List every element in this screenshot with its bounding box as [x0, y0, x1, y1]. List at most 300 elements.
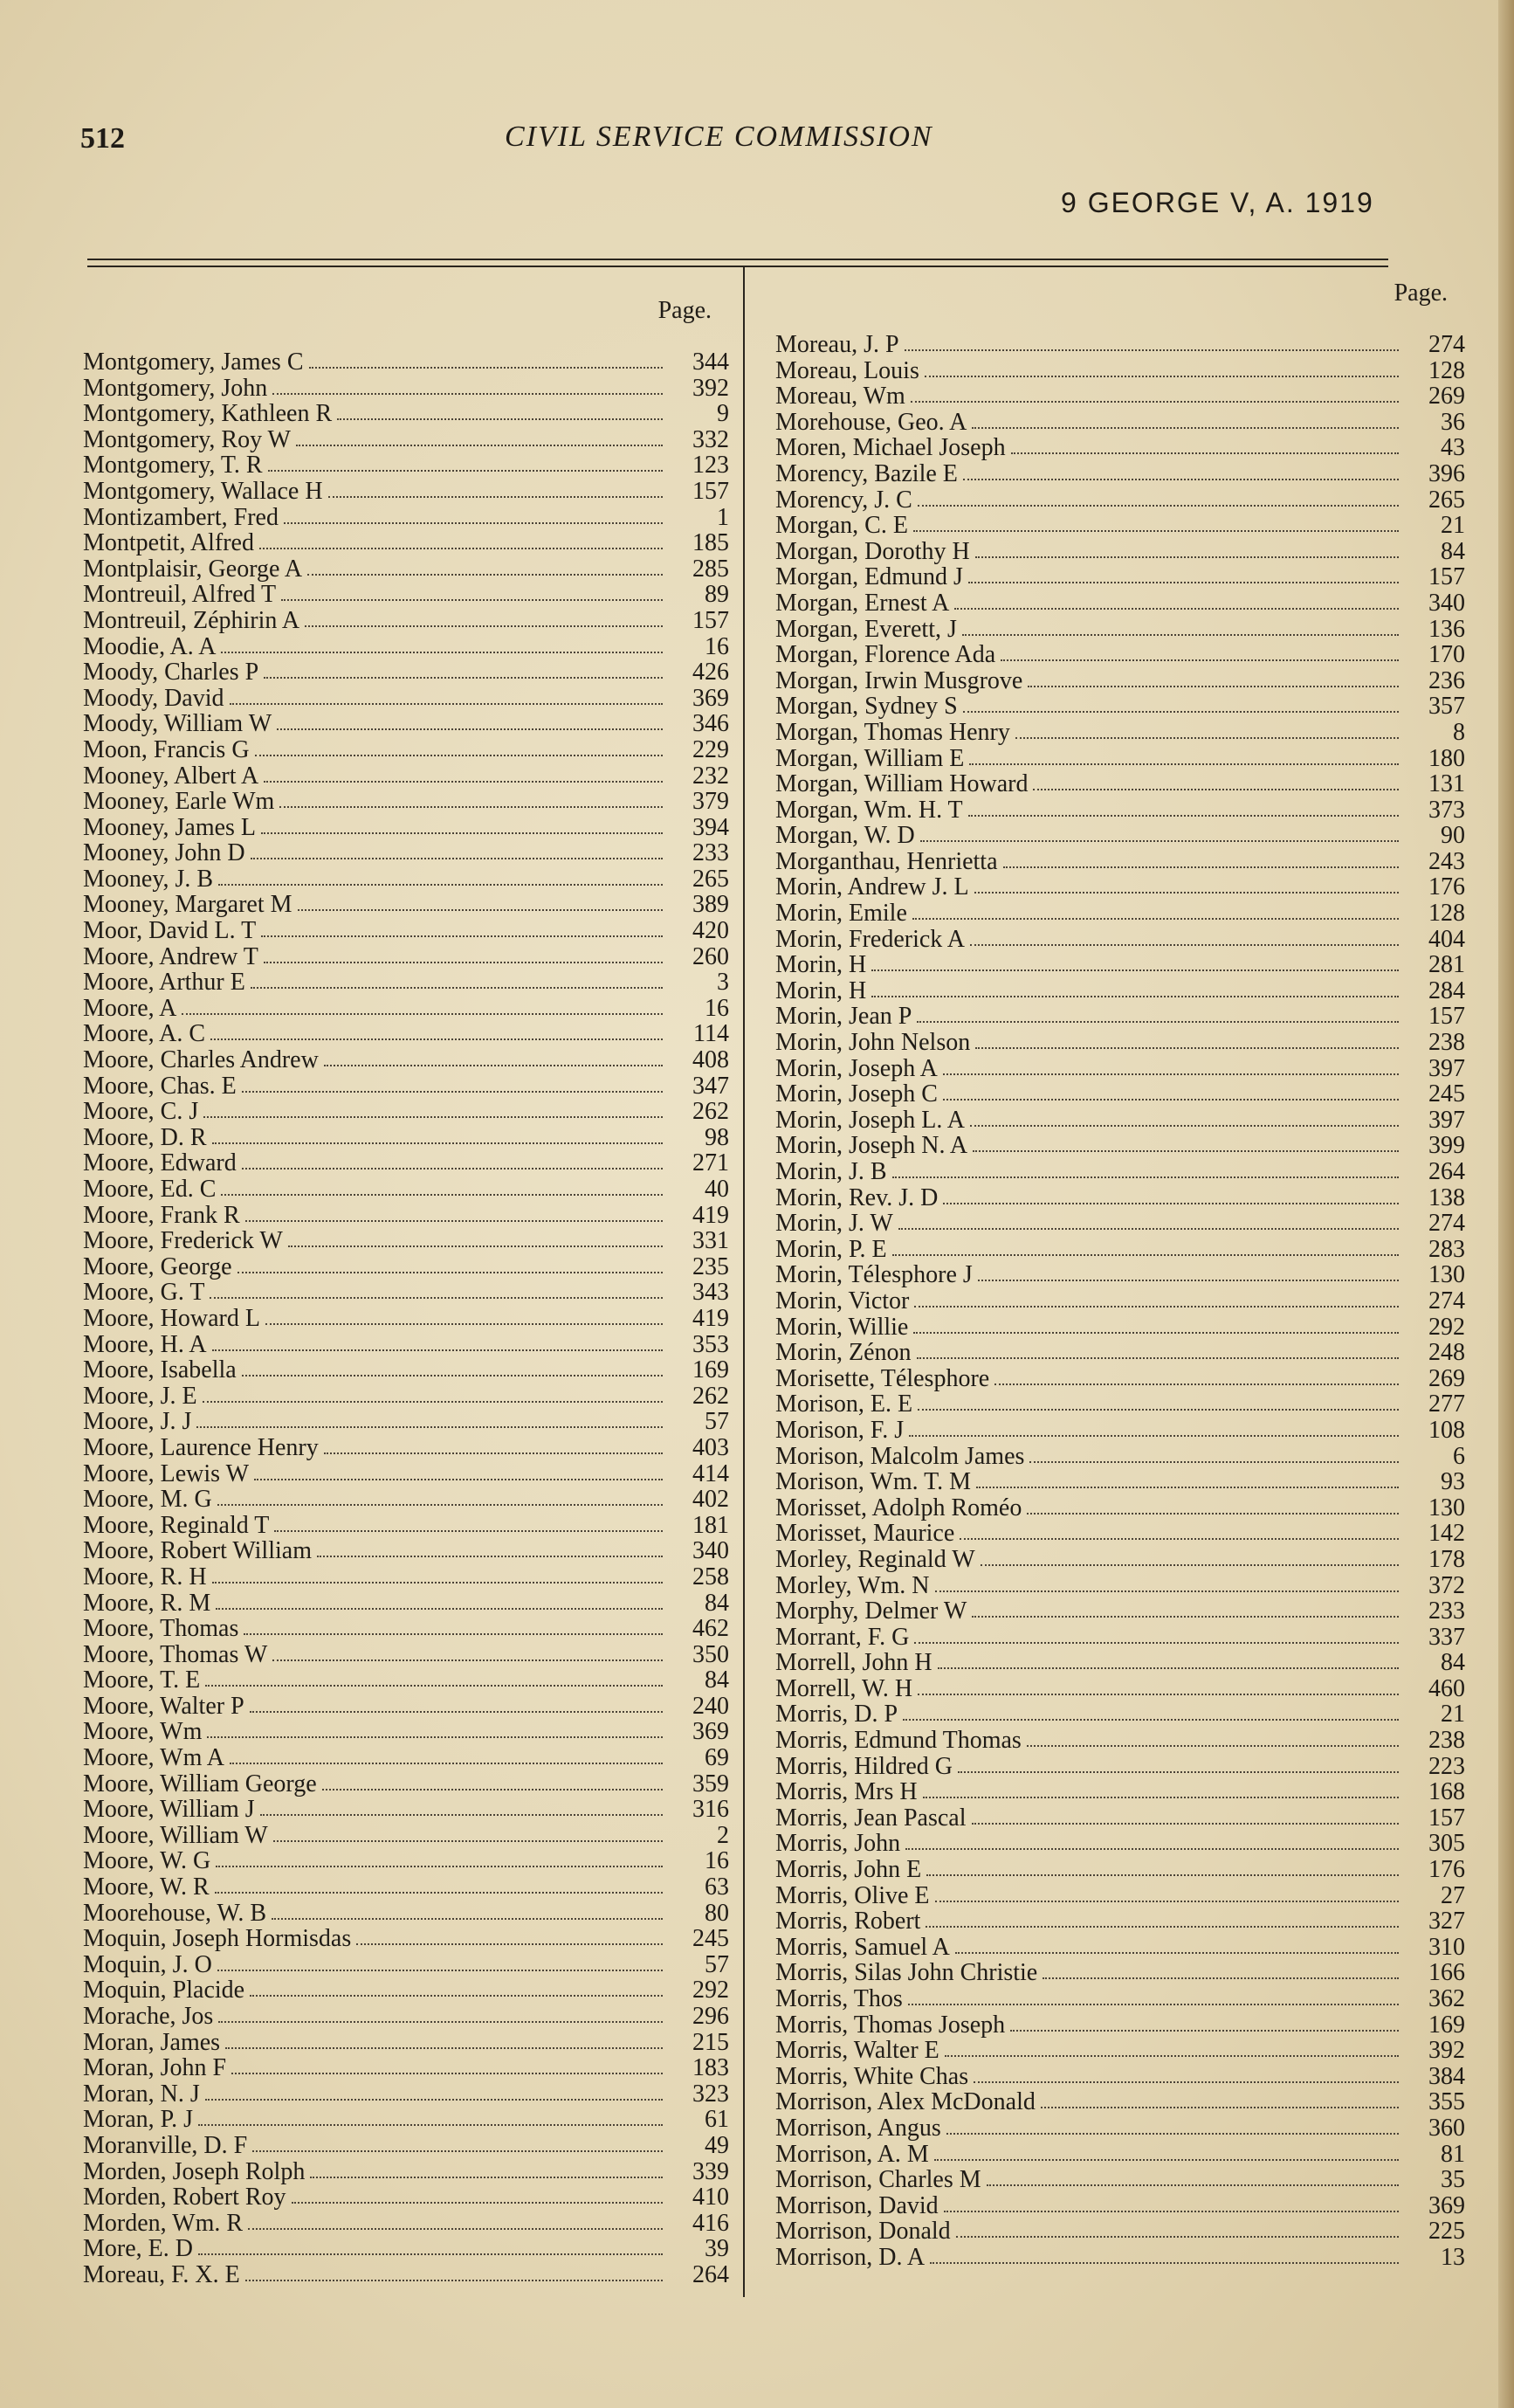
index-entry [775, 2089, 1465, 2115]
entry-page: 130 [1428, 1261, 1465, 1289]
entry-page: 399 [1428, 1132, 1465, 1160]
entry-name: Moore, Edward [83, 1149, 237, 1177]
leader-dots [972, 1598, 1399, 1618]
index-entry [83, 2211, 729, 2237]
index-entry [775, 720, 1465, 746]
entry-page: 274 [1428, 1210, 1465, 1238]
index-list-left [83, 349, 729, 2288]
leader-dots [920, 823, 1399, 842]
leader-dots [978, 1262, 1399, 1281]
entry-page: 81 [1441, 2140, 1465, 2168]
leader-dots [987, 2167, 1399, 2186]
entry-name: Morris, White Chas [775, 2062, 969, 2090]
index-entry [775, 2142, 1465, 2168]
index-entry [83, 2055, 729, 2081]
leader-dots [935, 1573, 1399, 1592]
entry-page: 2 [717, 1821, 729, 1849]
index-entry [83, 452, 729, 479]
entry-name: Morin, Victor [775, 1287, 910, 1314]
index-entry [83, 1564, 729, 1590]
entry-name: Morris, John E [775, 1856, 922, 1884]
index-entry [83, 1383, 729, 1410]
leader-dots [274, 1513, 663, 1532]
entry-page: 93 [1441, 1468, 1465, 1496]
leader-dots [914, 1625, 1399, 1644]
index-entry [83, 763, 729, 790]
entry-page: 410 [692, 2184, 729, 2211]
entry-page: 84 [1441, 1649, 1465, 1677]
leader-dots [909, 1418, 1399, 1437]
entry-name: Morin, P. E [775, 1235, 887, 1263]
leader-dots [962, 617, 1399, 636]
index-entry [83, 737, 729, 763]
index-entry [775, 1960, 1465, 1986]
index-entry [775, 1185, 1465, 1211]
entry-name: Morris, Robert [775, 1908, 921, 1935]
entry-name: Moore, R. M [83, 1589, 211, 1617]
entry-page: 84 [705, 1589, 729, 1617]
leader-dots [1028, 668, 1399, 687]
entry-page: 274 [1428, 1287, 1465, 1314]
entry-name: Morin, H [775, 951, 867, 979]
entry-page: 61 [705, 2106, 729, 2134]
index-entry [83, 711, 729, 737]
entry-name: Moore, A [83, 994, 177, 1022]
leader-dots [245, 2262, 663, 2281]
entry-page: 339 [692, 2157, 729, 2185]
entry-name: Morris, John [775, 1830, 901, 1858]
entry-page: 49 [705, 2131, 729, 2159]
index-entry [775, 1857, 1465, 1883]
leader-dots [217, 1952, 663, 1971]
entry-name: Mooney, Earle Wm [83, 788, 275, 816]
entry-page: 285 [692, 555, 729, 583]
entry-page: 327 [1428, 1908, 1465, 1935]
index-entry [83, 1771, 729, 1797]
entry-page: 170 [1428, 641, 1465, 669]
leader-dots [225, 2030, 663, 2049]
entry-page: 316 [692, 1796, 729, 1824]
entry-page: 238 [1428, 1727, 1465, 1755]
index-entry [775, 358, 1465, 384]
entry-name: Morris, Hildred G [775, 1752, 953, 1780]
entry-page: 215 [692, 2028, 729, 2056]
leader-dots [917, 1340, 1399, 1359]
index-entry [775, 1444, 1465, 1470]
entry-name: Morison, E. E [775, 1390, 913, 1418]
entry-name: Morgan, Thomas Henry [775, 718, 1010, 746]
index-entry [83, 479, 729, 505]
entry-name: Moore, Laurence Henry [83, 1433, 319, 1461]
leader-dots [958, 1754, 1399, 1773]
entry-page: 69 [705, 1744, 729, 1772]
entry-page: 21 [1441, 512, 1465, 540]
index-entry [83, 1254, 729, 1280]
entry-page: 16 [705, 1847, 729, 1875]
entry-name: Morin, J. B [775, 1158, 887, 1185]
entry-page: 128 [1428, 356, 1465, 384]
page-header-label: Page. [1394, 279, 1448, 307]
entry-name: Montgomery, James C [83, 348, 304, 376]
entry-page: 379 [692, 788, 729, 816]
entry-name: Morris, Thomas Joseph [775, 2011, 1006, 2039]
entry-name: Montgomery, John [83, 374, 268, 402]
index-entry [775, 1314, 1465, 1341]
entry-page: 169 [1428, 2011, 1465, 2039]
entry-page: 332 [692, 425, 729, 453]
leader-dots [970, 927, 1399, 946]
index-entry [83, 2159, 729, 2185]
leader-dots [943, 1056, 1399, 1075]
index-entry [83, 1125, 729, 1151]
entry-page: 40 [705, 1176, 729, 1203]
entry-page: 355 [1428, 2088, 1465, 2116]
entry-name: Morison, F. J [775, 1416, 905, 1444]
entry-page: 233 [692, 839, 729, 867]
entry-name: Moore, William George [83, 1770, 317, 1797]
leader-dots [1027, 1728, 1399, 1747]
index-entry [83, 996, 729, 1022]
index-entry [83, 401, 729, 427]
entry-name: Moore, Charles Andrew [83, 1046, 319, 1074]
entry-page: 248 [1428, 1339, 1465, 1367]
index-entry [83, 1874, 729, 1901]
entry-page: 389 [692, 891, 729, 919]
entry-page: 57 [705, 1950, 729, 1978]
entry-name: Moore, R. H [83, 1563, 207, 1590]
leader-dots [871, 978, 1399, 997]
leader-dots [242, 1150, 663, 1170]
leader-dots [905, 332, 1399, 351]
index-entry [775, 1469, 1465, 1495]
entry-name: Morin, Joseph A [775, 1054, 938, 1082]
leader-dots [908, 1986, 1399, 2005]
entry-page: 337 [1428, 1623, 1465, 1651]
leader-dots [954, 590, 1399, 610]
entry-page: 181 [692, 1511, 729, 1539]
entry-page: 397 [1428, 1054, 1465, 1082]
index-entry [775, 1650, 1465, 1676]
entry-name: Morrison, Donald [775, 2218, 951, 2246]
index-entry [775, 1547, 1465, 1573]
leader-dots [230, 1745, 663, 1764]
index-entry [83, 1694, 729, 1720]
leader-dots [210, 1280, 663, 1299]
entry-page: 232 [692, 762, 729, 790]
entry-page: 223 [1428, 1752, 1465, 1780]
entry-name: Morisset, Maurice [775, 1520, 955, 1548]
index-entry [83, 1667, 729, 1694]
entry-page: 114 [693, 1020, 729, 1048]
entry-name: Mooney, Albert A [83, 762, 259, 790]
index-list-right [775, 332, 1465, 2271]
leader-dots [1001, 642, 1399, 661]
index-entry [83, 427, 729, 453]
leader-dots [955, 1935, 1399, 1954]
entry-name: Moore, William W [83, 1821, 268, 1849]
leader-dots [938, 1650, 1399, 1669]
leader-dots [198, 2107, 663, 2126]
entry-page: 346 [692, 710, 729, 738]
entry-name: Morgan, Wm. H. T [775, 796, 963, 824]
entry-page: 340 [692, 1537, 729, 1565]
page-column-header [83, 297, 729, 349]
entry-page: 16 [705, 994, 729, 1022]
entry-name: Moore, Wm A [83, 1744, 225, 1772]
entry-page: 359 [692, 1770, 729, 1797]
index-entry [83, 582, 729, 608]
index-entry [775, 1133, 1465, 1159]
entry-name: Montgomery, Kathleen R [83, 400, 333, 428]
index-entry [83, 1719, 729, 1745]
page-title: CIVIL SERVICE COMMISSION [505, 121, 933, 153]
entry-page: 157 [1428, 563, 1465, 591]
index-entry [775, 1805, 1465, 1832]
entry-page: 323 [692, 2080, 729, 2108]
leader-dots [905, 1831, 1399, 1850]
entry-name: Moore, George [83, 1252, 232, 1280]
entry-page: 264 [1428, 1158, 1465, 1185]
entry-page: 233 [1428, 1597, 1465, 1625]
leader-dots [245, 1203, 663, 1222]
entry-name: Morgan, Everett, J [775, 615, 957, 643]
entry-page: 343 [692, 1279, 729, 1307]
entry-name: Moore, Chas. E [83, 1072, 237, 1100]
entry-name: Montgomery, Roy W [83, 425, 291, 453]
entry-page: 128 [1428, 900, 1465, 928]
entry-name: Morgan, Edmund J [775, 563, 963, 591]
index-entry [775, 1521, 1465, 1547]
entry-page: 462 [692, 1615, 729, 1643]
entry-name: Morgan, Florence Ada [775, 641, 996, 669]
leader-dots [968, 564, 1399, 583]
index-column-left [83, 297, 729, 2288]
index-entry [775, 1081, 1465, 1107]
entry-name: Morin, J. W [775, 1210, 893, 1238]
leader-dots [248, 2211, 663, 2230]
entry-name: Moody, William W [83, 710, 272, 738]
entry-page: 157 [692, 477, 729, 505]
index-entry [83, 1616, 729, 1642]
index-entry [83, 892, 729, 918]
entry-page: 6 [1453, 1442, 1465, 1470]
leader-dots [250, 1977, 663, 1997]
entry-name: Morison, Wm. T. M [775, 1468, 972, 1496]
leader-dots [968, 797, 1399, 817]
entry-name: Moody, Charles P [83, 659, 259, 687]
entry-page: 416 [692, 2209, 729, 2237]
header-rule-bottom [87, 266, 1388, 267]
leader-dots [207, 1719, 663, 1738]
entry-page: 262 [692, 1382, 729, 1410]
entry-name: Moquin, J. O [83, 1950, 212, 1978]
index-entry [775, 1237, 1465, 1263]
index-entry [775, 1908, 1465, 1935]
entry-name: Morley, Wm. N [775, 1571, 930, 1599]
leader-dots [935, 1883, 1399, 1902]
index-entry [83, 1797, 729, 1823]
index-entry [83, 1461, 729, 1487]
entry-page: 408 [692, 1046, 729, 1074]
index-entry [775, 2218, 1465, 2245]
leader-dots [930, 2245, 1399, 2264]
entry-page: 274 [1428, 331, 1465, 358]
leader-dots [972, 410, 1399, 429]
index-entry [775, 952, 1465, 978]
index-entry [83, 2262, 729, 2288]
entry-page: 98 [705, 1123, 729, 1151]
index-entry [83, 1435, 729, 1461]
entry-page: 13 [1441, 2243, 1465, 2271]
entry-name: Moreau, J. P [775, 331, 899, 358]
entry-name: Morgan, Ernest A [775, 589, 950, 617]
leader-dots [215, 1874, 663, 1894]
leader-dots [265, 1306, 663, 1325]
entry-name: Morris, Olive E [775, 1881, 930, 1909]
entry-name: Mooney, Margaret M [83, 891, 292, 919]
entry-name: Moore, Walter P [83, 1692, 244, 1720]
leader-dots [216, 1590, 663, 1610]
entry-name: Moore, Wm [83, 1718, 203, 1746]
leader-dots [218, 866, 663, 886]
index-entry [775, 642, 1465, 668]
entry-name: Morrant, F. G [775, 1623, 910, 1651]
leader-dots [261, 918, 663, 937]
index-entry [83, 1228, 729, 1254]
entry-page: 271 [692, 1149, 729, 1177]
leader-dots [272, 1901, 663, 1920]
entry-name: Morris, Silas John Christie [775, 1959, 1038, 1987]
index-entry [775, 1935, 1465, 1961]
entry-page: 269 [1428, 1364, 1465, 1392]
leader-dots [960, 1521, 1399, 1540]
entry-name: Morrison, Charles M [775, 2166, 981, 2194]
index-entry [775, 1030, 1465, 1056]
entry-name: Moore, D. R [83, 1123, 207, 1151]
entry-name: Morin, John Nelson [775, 1029, 971, 1057]
entry-name: Moore, H. A [83, 1330, 207, 1358]
entry-page: 16 [705, 632, 729, 660]
entry-name: Moquin, Joseph Hormisdas [83, 1925, 352, 1953]
index-entry [83, 556, 729, 583]
index-entry [775, 2245, 1465, 2271]
entry-page: 420 [692, 917, 729, 945]
entry-page: 262 [692, 1098, 729, 1126]
entry-name: Morley, Reginald W [775, 1545, 975, 1573]
entry-name: Morris, Walter E [775, 2037, 939, 2065]
entry-page: 403 [692, 1433, 729, 1461]
leader-dots [943, 1185, 1399, 1204]
entry-name: Moore, J. E [83, 1382, 197, 1410]
entry-page: 238 [1428, 1029, 1465, 1057]
index-entry [83, 634, 729, 660]
entry-name: Moore, M. G [83, 1486, 212, 1514]
index-entry [83, 376, 729, 402]
leader-dots [913, 513, 1399, 532]
leader-dots [251, 969, 663, 989]
entry-page: 108 [1428, 1416, 1465, 1444]
index-entry [775, 1056, 1465, 1082]
leader-dots [925, 358, 1399, 377]
leader-dots [946, 2115, 1399, 2135]
leader-dots [237, 1254, 663, 1273]
index-entry [83, 944, 729, 970]
leader-dots [218, 2004, 663, 2023]
leader-dots [917, 1004, 1399, 1023]
leader-dots [205, 1667, 663, 1687]
entry-name: Moor, David L. T [83, 917, 257, 945]
leader-dots [205, 2081, 663, 2101]
entry-page: 168 [1428, 1778, 1465, 1806]
entry-page: 310 [1428, 1933, 1465, 1961]
entry-name: Moore, Andrew T [83, 942, 258, 970]
leader-dots [305, 608, 663, 627]
entry-name: Morden, Wm. R [83, 2209, 244, 2237]
entry-page: 402 [692, 1486, 729, 1514]
entry-name: Morris, Thos [775, 1985, 903, 2012]
index-entry [775, 1159, 1465, 1185]
entry-page: 283 [1428, 1235, 1465, 1263]
entry-name: Moquin, Placide [83, 1977, 245, 2004]
index-entry [83, 505, 729, 531]
entry-name: Moore, A. C [83, 1020, 205, 1048]
leader-dots [1003, 849, 1399, 868]
entry-page: 260 [692, 942, 729, 970]
leader-dots [898, 1211, 1399, 1230]
entry-name: Moreau, Wm [775, 383, 905, 411]
entry-page: 21 [1441, 1701, 1465, 1728]
index-entry [775, 1676, 1465, 1702]
index-entry [775, 1883, 1465, 1909]
index-entry [83, 1745, 729, 1771]
index-entry [775, 435, 1465, 461]
entry-name: Montgomery, Wallace H [83, 477, 323, 505]
entry-name: Morphy, Delmer W [775, 1597, 967, 1625]
index-entry [83, 1021, 729, 1047]
entry-page: 392 [692, 374, 729, 402]
index-entry [775, 1418, 1465, 1444]
entry-name: Morris, D. P [775, 1701, 898, 1728]
leader-dots [963, 693, 1399, 713]
entry-page: 384 [1428, 2062, 1465, 2090]
entry-name: Morin, Willie [775, 1313, 909, 1341]
entry-name: Morgan, Irwin Musgrove [775, 666, 1023, 694]
entry-name: Morrison, D. A [775, 2243, 926, 2271]
index-entry [83, 1590, 729, 1617]
index-entry [83, 1487, 729, 1513]
entry-page: 1 [717, 503, 729, 531]
index-entry [83, 815, 729, 841]
leader-dots [892, 1237, 1399, 1256]
leader-dots [182, 996, 663, 1015]
leader-dots [911, 383, 1399, 403]
leader-dots [244, 1616, 663, 1635]
entry-page: 36 [1441, 408, 1465, 436]
leader-dots [221, 634, 663, 653]
entry-name: Moore, W. G [83, 1847, 211, 1875]
entry-page: 396 [1428, 459, 1465, 487]
index-entry [775, 1366, 1465, 1392]
leader-dots [1029, 1444, 1399, 1463]
leader-dots [963, 461, 1399, 480]
entry-page: 305 [1428, 1830, 1465, 1858]
entry-page: 80 [705, 1899, 729, 1927]
entry-name: Morgan, Sydney S [775, 693, 958, 721]
leader-dots [259, 530, 663, 549]
leader-dots [974, 874, 1399, 894]
entry-page: 8 [1453, 718, 1465, 746]
entry-name: Moreau, F. X. E [83, 2260, 240, 2288]
